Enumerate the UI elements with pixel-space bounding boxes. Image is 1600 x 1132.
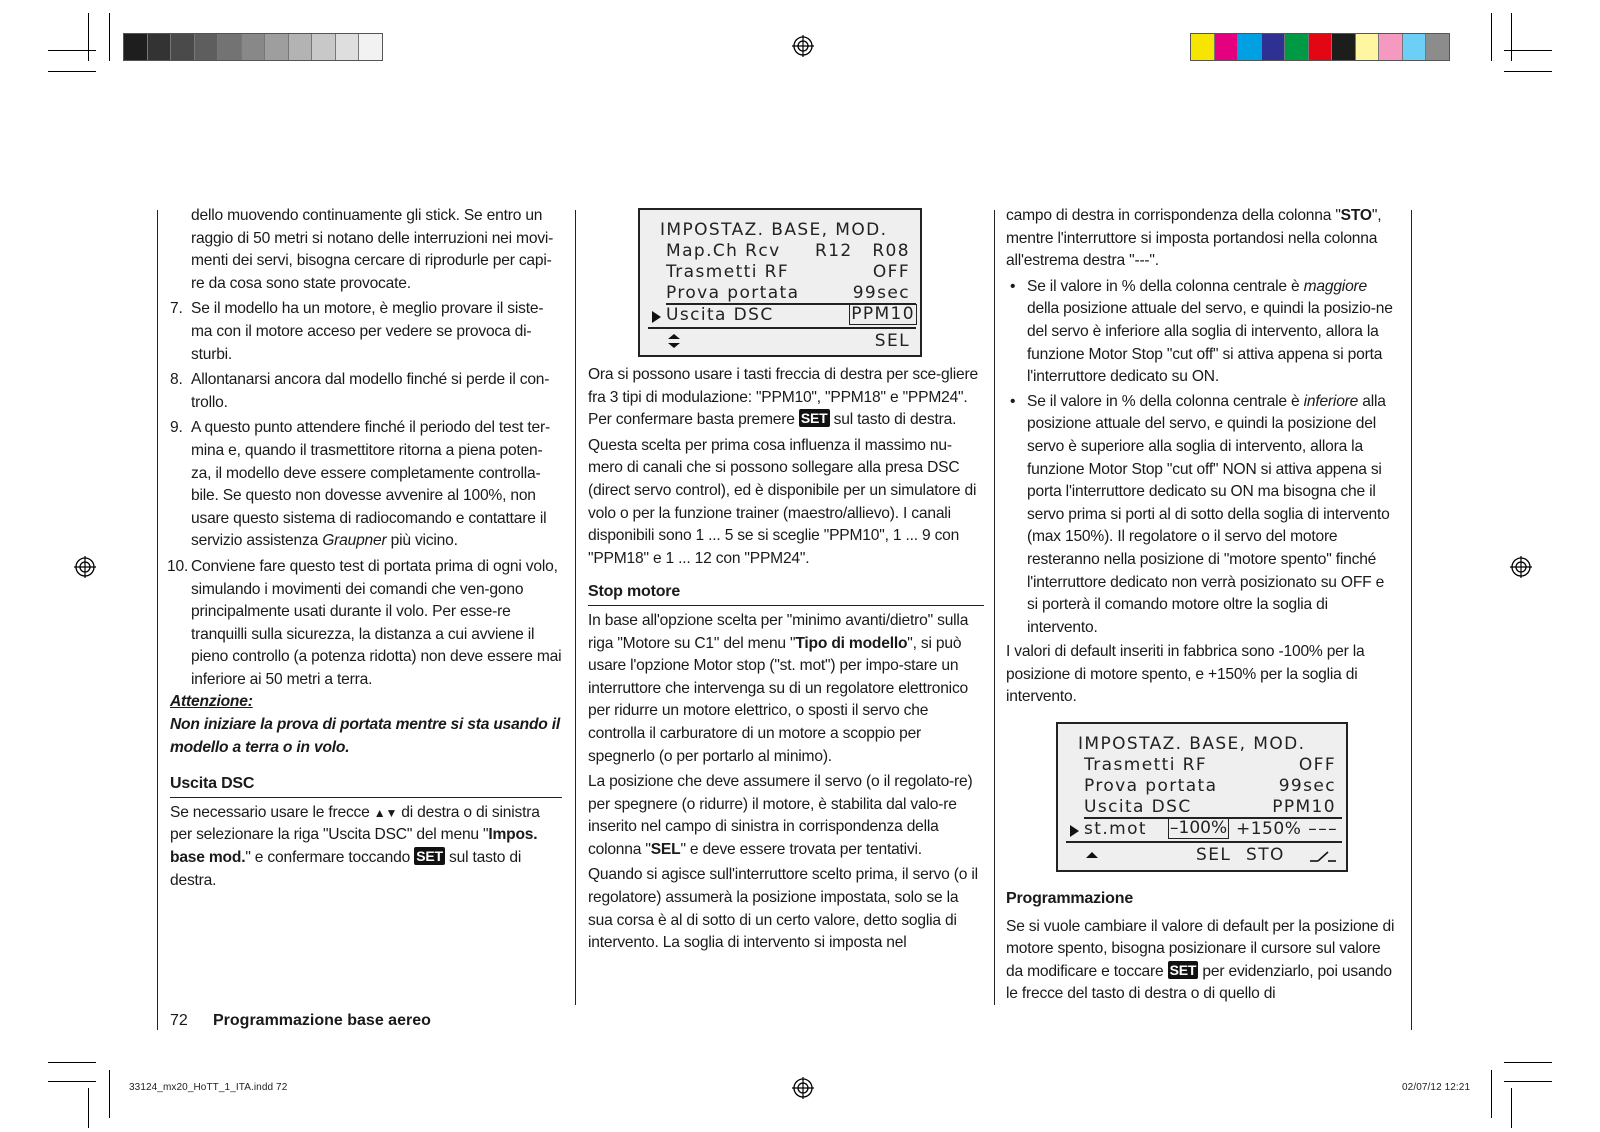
lcd-label: Prova portata bbox=[1084, 776, 1218, 796]
color-swatch bbox=[148, 34, 172, 60]
color-swatch bbox=[1191, 34, 1215, 60]
page-number: 72 bbox=[170, 1012, 188, 1029]
warning-title: Attenzione: bbox=[170, 693, 253, 711]
lcd-value: PPM10 bbox=[1272, 797, 1336, 817]
list-item bbox=[170, 369, 562, 414]
section-heading: Stop motore bbox=[588, 581, 984, 606]
lcd-value: 99sec bbox=[852, 283, 910, 303]
column-1 bbox=[167, 205, 562, 892]
lcd-value-selected: PPM10 bbox=[851, 304, 915, 324]
column-rule bbox=[994, 210, 995, 1005]
lcd-title: IMPOSTAZ. BASE, MOD. bbox=[1078, 734, 1306, 754]
lcd-value: OFF bbox=[872, 262, 910, 282]
file-slug: 33124_mx20_HoTT_1_ITA.indd 72 bbox=[129, 1082, 288, 1093]
registration-mark-icon bbox=[792, 1077, 814, 1099]
item-text: Conviene fare questo test di portata prima di ogni volo, simulando i movimenti dei comandi che ven-gono principalmente usati durante il volo. Per esse-re tranquilli sulla sicurezza, la distanza a cui avviene il pieno controllo (a potenza ridotta) non deve essere mai inferiore ai 50 metri a terra. bbox=[191, 557, 562, 688]
color-swatch bbox=[218, 34, 242, 60]
column-rule bbox=[157, 210, 158, 1030]
paragraph: campo di destra in corrispondenza della colonna "STO", mentre l'interruttore si imposta portandosi nella colonna all'estrema destra "---". bbox=[1006, 207, 1382, 270]
lcd-value-selected: –100% bbox=[1170, 818, 1228, 838]
paragraph: I valori di default inseriti in fabbrica sono -100% per la posizione di motore spento, e +150% per la soglia di intervento. bbox=[1006, 643, 1365, 706]
up-down-arrows-icon: ▲▼ bbox=[373, 805, 398, 820]
registration-mark-icon bbox=[792, 35, 814, 57]
paragraph: Questa scelta per prima cosa influenza il massimo nu-mero di canali che si possono sollegare alla presa DSC (direct servo control), ed è disponibile per un simulatore di volo o per la funzione trainer (maestro/allievo). I canali disponibili sono 1 ... 5 se si sceglie "PPM10", 1 ... 9 con "PPM18" e 1 ... 12 con "PPM24". bbox=[588, 436, 977, 567]
lcd-label: Trasmetti RF bbox=[666, 262, 790, 282]
registration-mark-icon bbox=[74, 556, 96, 578]
color-swatch bbox=[124, 34, 148, 60]
color-swatch bbox=[289, 34, 313, 60]
list-item bbox=[170, 298, 562, 366]
color-swatch bbox=[1379, 34, 1403, 60]
paragraph: In base all'opzione scelta per "minimo avanti/dietro" sulla riga "Motore su C1" del menu "Tipo di modello", si può usare l'opzione Motor stop ("st. mot") per impo-stare un interruttore che intervenga su di un regolatore elettronico per ridurre un motore elettrico, o sposti il servo che controlla il carburatore di un motore a scoppio per spegnerlo (o per portarlo al minimo). bbox=[588, 611, 969, 765]
up-arrow-icon bbox=[1086, 845, 1098, 865]
set-key-icon: SET bbox=[416, 848, 443, 865]
color-swatch bbox=[1426, 34, 1449, 60]
bullet-list bbox=[1006, 276, 1398, 640]
color-swatch bbox=[312, 34, 336, 60]
item-text: più vicino. bbox=[386, 532, 458, 550]
color-swatch bbox=[1238, 34, 1262, 60]
lcd-value: OFF bbox=[1298, 755, 1336, 775]
lcd-label: Uscita DSC bbox=[666, 305, 774, 325]
lcd-value: R12 bbox=[815, 241, 853, 261]
paragraph: Se si vuole cambiare il valore di default per la posizione di motore spento, bisogna posizionare il cursore sul valore da modificare e toccare SET per evidenziarlo, poi usando le frecce del tasto di destra o di quello di bbox=[1006, 917, 1395, 1003]
lcd-value: +150% bbox=[1236, 819, 1302, 839]
set-key-icon: SET bbox=[1169, 961, 1197, 978]
lcd-screen-motor-stop bbox=[1056, 722, 1348, 872]
lcd-label: Uscita DSC bbox=[1084, 797, 1192, 817]
lcd-underline bbox=[1066, 841, 1342, 843]
lcd-softkey-label: SEL bbox=[874, 331, 910, 351]
column-rule bbox=[575, 210, 576, 1005]
lcd-label: Prova portata bbox=[666, 283, 800, 303]
color-swatch bbox=[1215, 34, 1239, 60]
section-heading: Uscita DSC bbox=[170, 773, 562, 798]
list-item bbox=[167, 556, 562, 692]
color-swatch bbox=[1332, 34, 1356, 60]
lcd-value: ––– bbox=[1308, 819, 1338, 839]
paragraph: La posizione che deve assumere il servo (o il regolato-re) per spegnere (o ridurre) il motore, è stabilita dal valo-re inserito nel campo di sinistra in corrispondenza della colonna "SEL" e deve essere trovata per tentativi. bbox=[588, 773, 973, 858]
color-swatch bbox=[1285, 34, 1309, 60]
up-down-arrow-icon bbox=[668, 333, 680, 353]
warning-text: Non iniziare la prova di portata mentre si sta usando il modello a terra o in volo. bbox=[170, 716, 560, 756]
lcd-label: Map.Ch Rcv bbox=[666, 241, 781, 261]
date-slug: 02/07/12 12:21 bbox=[1402, 1082, 1471, 1093]
item-text: A questo punto attendere finché il periodo del test ter-mina e, quando il trasmettitore ritorna a piena poten-za, il modello deve essere completamente controlla-bile. Se questo non dovesse avvenire al 100%, non usare questo sistema di radiocomando e contattare il servizio assistenza bbox=[191, 419, 550, 550]
lcd-softkey-label: STO bbox=[1246, 845, 1285, 865]
item-number: 9. bbox=[170, 419, 183, 437]
color-swatch bbox=[265, 34, 289, 60]
color-swatch bbox=[1356, 34, 1380, 60]
section-heading: Programmazione bbox=[1006, 890, 1134, 907]
color-swatch bbox=[1262, 34, 1286, 60]
lcd-screen-dsc bbox=[638, 208, 922, 357]
color-swatch bbox=[195, 34, 219, 60]
list-item bbox=[170, 417, 562, 553]
switch-icon bbox=[1310, 848, 1336, 868]
item-number: 7. bbox=[170, 300, 183, 318]
running-footer-title: Programmazione base aereo bbox=[213, 1012, 431, 1029]
color-swatch bbox=[1309, 34, 1333, 60]
paragraph: Se necessario usare le frecce ▲▼ di destra o di sinistra per selezionare la riga "Uscita DSC" del menu "Impos. base mod." e confermare toccando SET sul tasto di destra. bbox=[170, 803, 540, 889]
color-swatch bbox=[1403, 34, 1427, 60]
color-swatch bbox=[359, 34, 382, 60]
column-rule bbox=[1411, 210, 1412, 1030]
item-number: 10. bbox=[167, 557, 189, 575]
brand-name: Graupner bbox=[322, 532, 387, 550]
lcd-value: 99sec bbox=[1278, 776, 1336, 796]
list-item: • Se il valore in % della colonna centrale è inferiore alla posizione attuale del servo, e quindi la posizione del servo è superiore alla soglia di intervento, allora la funzione Motor Stop "cut off" NON si attiva appena si porta l'interruttore dedicato su ON ma bisogna che il servo prima si porti al di sotto della soglia di intervento (max 150%). Il regolatore o il servo del motore resteranno nella posizione di "motore spento" finché l'interruttore dedicato non verrà posizionato su OFF e si porterà il comando motore oltre la soglia di intervento. bbox=[1010, 392, 1390, 636]
lcd-label: st.mot bbox=[1084, 819, 1147, 839]
numbered-list bbox=[167, 298, 562, 691]
color-swatch bbox=[242, 34, 266, 60]
lcd-value: R08 bbox=[872, 241, 910, 261]
item-number: 8. bbox=[170, 371, 183, 389]
lcd-title: IMPOSTAZ. BASE, MOD. bbox=[660, 220, 888, 240]
paragraph: Ora si possono usare i tasti freccia di destra per sce-gliere fra 3 tipi di modulazione: "PPM10", "PPM18" e "PPM24". Per confermare basta premere SET sul tasto di destra. bbox=[588, 366, 978, 429]
paragraph: dello muovendo continuamente gli stick. Se entro un raggio di 50 metri si notano delle interruzioni nei movi-menti dei servi, bisogna cercare di riprodurle per capi-re da cosa sono state provocate. bbox=[191, 207, 554, 292]
item-text: Allontanarsi ancora dal modello finché si perde il con-trollo. bbox=[191, 371, 550, 411]
paragraph: Quando si agisce sull'interruttore scelto prima, il servo (o il regolatore) assumerà la posizione impostata, solo se la sua corsa è al di sotto di un certo valore, detto soglia di intervento. La soglia di intervento si imposta nel bbox=[588, 866, 978, 952]
column-2 bbox=[588, 364, 984, 955]
item-text: Se il modello ha un motore, è meglio provare il siste-ma con il motore acceso per vedere se provoca di-sturbi. bbox=[191, 300, 544, 363]
column-3-bottom bbox=[1006, 888, 1398, 1006]
color-swatch bbox=[171, 34, 195, 60]
column-3 bbox=[1006, 205, 1398, 709]
color-swatch bbox=[336, 34, 360, 60]
cursor-arrow-icon bbox=[1070, 822, 1079, 842]
color-swatch-strip bbox=[1190, 33, 1450, 61]
cursor-arrow-icon bbox=[652, 308, 661, 328]
gray-swatch-strip bbox=[123, 33, 383, 61]
lcd-underline bbox=[648, 327, 916, 329]
registration-mark-icon bbox=[1510, 556, 1532, 578]
lcd-label: Trasmetti RF bbox=[1084, 755, 1208, 775]
list-item: • Se il valore in % della colonna centrale è maggiore della posizione attuale del servo, e quindi la posizio-ne del servo è inferiore alla soglia di intervento, allora la funzione Motor Stop "cut off" si attiva appena si porta l'interruttore dedicato su ON. bbox=[1010, 277, 1393, 386]
lcd-softkey-label: SEL bbox=[1196, 845, 1232, 865]
set-key-icon: SET bbox=[800, 410, 828, 427]
